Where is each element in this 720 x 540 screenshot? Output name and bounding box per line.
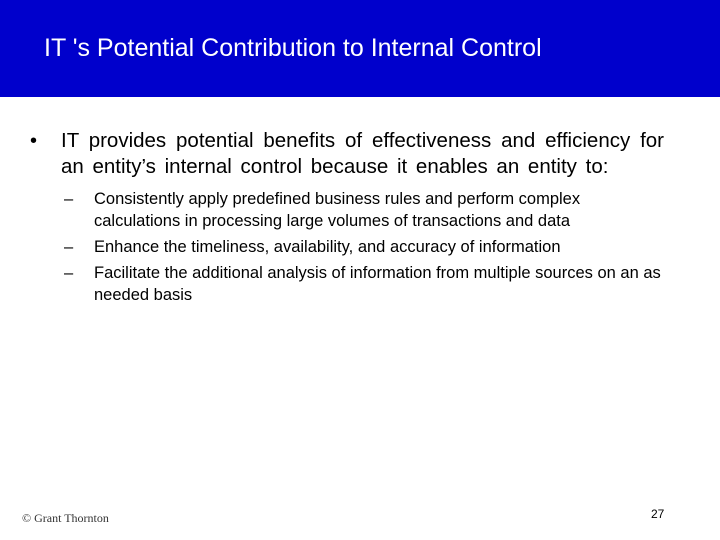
sub-bullet-item bbox=[64, 188, 664, 232]
bullet-text: IT provides potential benefits of effectiveness and efficiency for an entity’s internal control because it enables an entity to: bbox=[61, 129, 664, 178]
sub-bullet-item bbox=[64, 236, 664, 258]
slide-title: IT 's Potential Contribution to Internal Control bbox=[44, 34, 542, 62]
footer-copyright: © Grant Thornton bbox=[22, 511, 109, 525]
sub-bullet-text: Facilitate the additional analysis of information from multiple sources on an as needed basis bbox=[94, 264, 661, 304]
sub-bullet-marker: – bbox=[64, 264, 74, 282]
sub-bullet-marker: – bbox=[64, 190, 74, 208]
sub-bullet-marker: – bbox=[64, 238, 74, 256]
sub-bullet-item bbox=[64, 262, 664, 306]
title-bar bbox=[0, 0, 720, 97]
sub-bullet-list bbox=[30, 188, 664, 306]
sub-bullet-text: Enhance the timeliness, availability, and accuracy of information bbox=[94, 238, 561, 256]
page-number: 27 bbox=[651, 507, 665, 521]
bullet-item bbox=[30, 128, 664, 180]
bullet-marker: • bbox=[30, 130, 38, 152]
sub-bullet-text: Consistently apply predefined business rules and perform complex calculations in processing large volumes of transactions and data bbox=[94, 190, 581, 230]
slide-body bbox=[30, 128, 664, 310]
